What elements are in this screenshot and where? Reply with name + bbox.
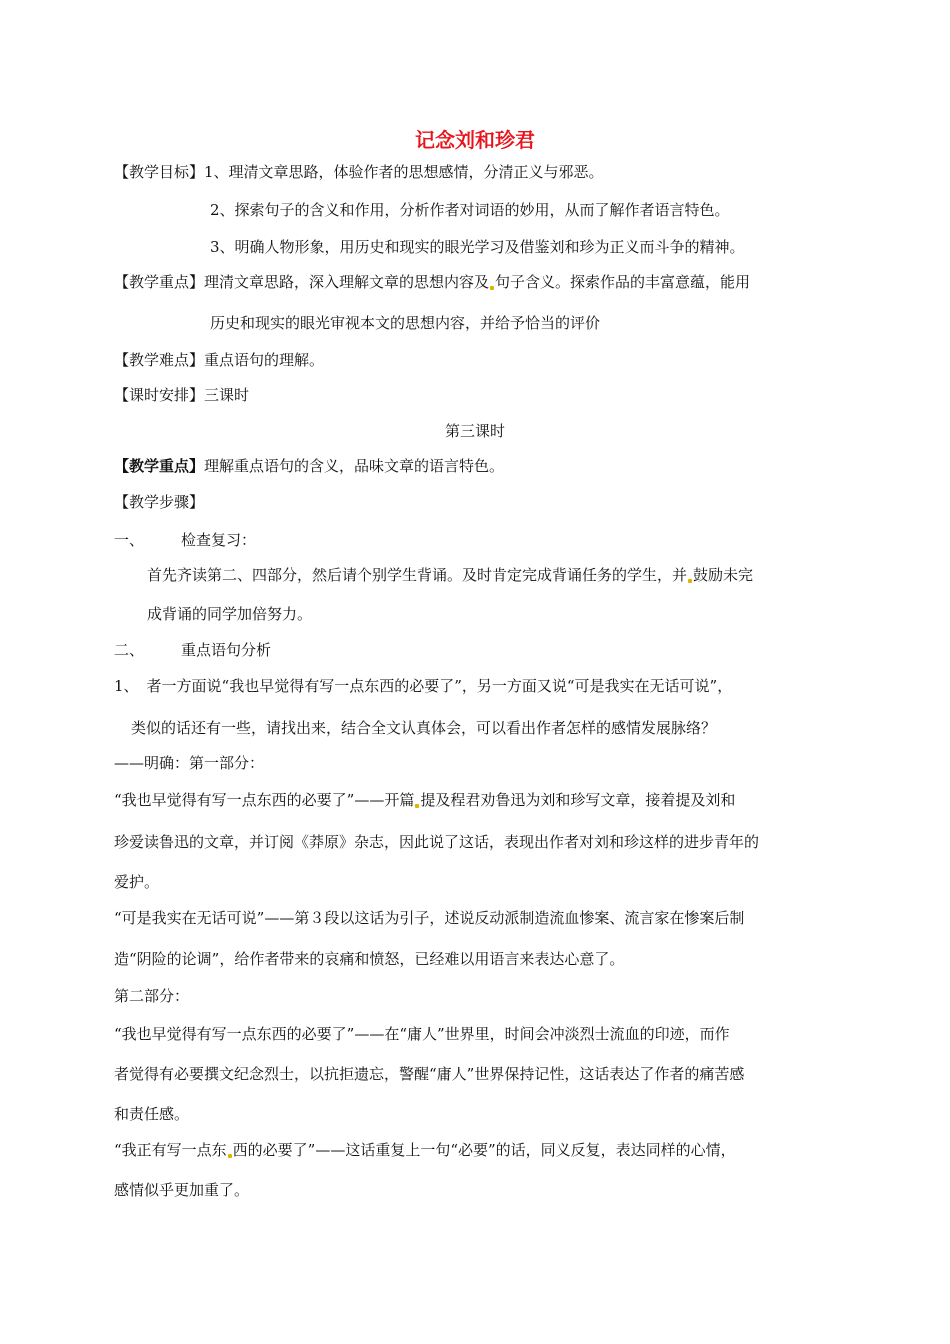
section-1-number: 一、: [114, 531, 145, 549]
answer-p2-line-1: “可是我实在无话可说”——第３段以这话为引子，述说反动派制造流血惨案、流言家在惨案后制: [114, 909, 745, 927]
teaching-goal-2: 2、探索句子的含义和作用，分析作者对词语的妙用，从而了解作者语言特色。: [210, 201, 730, 219]
teaching-goals-line-1: [114, 162, 604, 182]
answer-p1-text-a: “我也早觉得有写一点东西的必要了”——开篇: [114, 791, 415, 809]
teaching-goal-1: 1、理清文章思路，体验作者的思想感情，分清正义与邪恶。: [204, 163, 604, 181]
answer-p4-line-2: 感情似乎更加重了。: [114, 1181, 250, 1199]
lesson-focus: [114, 456, 504, 476]
class-schedule: [114, 385, 249, 405]
question-1-line-1: [114, 676, 732, 696]
question-1-text: 者一方面说“我也早觉得有写一点东西的必要了”，另一方面又说“可是我实在无话可说”，: [146, 677, 733, 695]
section-1-text-a: 首先齐读第二、四部分，然后请个别学生背诵。及时肯定完成背诵任务的学生，并: [147, 566, 688, 584]
answer-p3-line-3: 和责任感。: [114, 1105, 190, 1123]
question-1-line-2: 类似的话还有一些，请找出来，结合全文认真体会，可以看出作者怎样的感情发展脉络？: [131, 719, 717, 737]
section-1-text-b: 鼓励未完: [693, 566, 754, 584]
answer-p1-line-1: [114, 790, 735, 810]
answer-part-2-heading: 第二部分：: [114, 987, 190, 1005]
teaching-focus-label: 【教学重点】: [114, 273, 205, 291]
answer-p4-line-1: [114, 1140, 736, 1160]
emphasis-dot-mark: [415, 804, 419, 808]
answer-p1-line-2: 珍爱读鲁迅的文章，并订阅《莽原》杂志，因此说了这话，表现出作者对刘和珍这样的进步青年的: [114, 833, 760, 851]
teaching-focus-text-b: 句子含义。探索作品的丰富意蕴，能用: [495, 273, 751, 291]
answer-p4-text-a: “我正有写一点东: [114, 1141, 227, 1159]
teaching-focus-line-2: 历史和现实的眼光审视本文的思想内容，并给予恰当的评价: [210, 314, 601, 332]
section-1-heading: 检查复习：: [181, 531, 257, 549]
teaching-difficulty: [114, 350, 324, 370]
answer-p2-line-2: 造“阴险的论调”，给作者带来的哀痛和愤怒，已经难以用语言来表达心意了。: [114, 950, 625, 968]
teaching-steps-label: 【教学步骤】: [114, 493, 205, 511]
answer-p3-line-2: 者觉得有必要撰文纪念烈士，以抗拒遗忘，警醒“庸人”世界保持记性，这话表达了作者的痛苦感: [114, 1065, 745, 1083]
answer-p3-line-1: “我也早觉得有写一点东西的必要了”——在“庸人”世界里，时间会冲淡烈士流血的印迹，而作: [114, 1025, 730, 1043]
class-schedule-text: 三课时: [204, 386, 250, 404]
teaching-goal-3: 3、明确人物形象，用历史和现实的眼光学习及借鉴刘和珍为正义而斗争的精神。: [210, 238, 745, 256]
lesson-focus-text: 理解重点语句的含义，品味文章的语言特色。: [204, 457, 505, 475]
lesson-focus-label: 【教学重点】: [114, 457, 205, 475]
emphasis-dot-mark: [688, 579, 692, 583]
emphasis-dot-mark: [228, 1154, 232, 1158]
teaching-focus-text-a: 理清文章思路，深入理解文章的思想内容及: [204, 273, 490, 291]
answer-p1-text-b: 提及程君劝鲁迅为刘和珍写文章，接着提及刘和: [420, 791, 736, 809]
answer-p4-text-b: 西的必要了”——这话重复上一句“必要”的话，同义反复，表达同样的心情，: [232, 1141, 736, 1159]
section-2-number: 二、: [114, 641, 145, 659]
teaching-focus-line-1: [114, 272, 750, 292]
teaching-difficulty-text: 重点语句的理解。: [204, 351, 325, 369]
lesson-heading: 第三课时: [444, 422, 505, 440]
teaching-difficulty-label: 【教学难点】: [114, 351, 205, 369]
document-title: 记念刘和珍君: [415, 128, 535, 152]
question-1-number: 1、: [114, 677, 139, 695]
answer-p1-line-3: 爱护。: [114, 873, 160, 891]
emphasis-dot-mark: [490, 286, 494, 290]
section-2-heading: 重点语句分析: [181, 641, 272, 659]
teaching-goals-label: 【教学目标】: [114, 163, 205, 181]
section-1-text-line-1: [147, 565, 753, 585]
class-schedule-label: 【课时安排】: [114, 386, 205, 404]
answer-intro: ——明确：第一部分：: [114, 754, 265, 772]
section-1-text-line-2: 成背诵的同学加倍努力。: [147, 605, 313, 623]
